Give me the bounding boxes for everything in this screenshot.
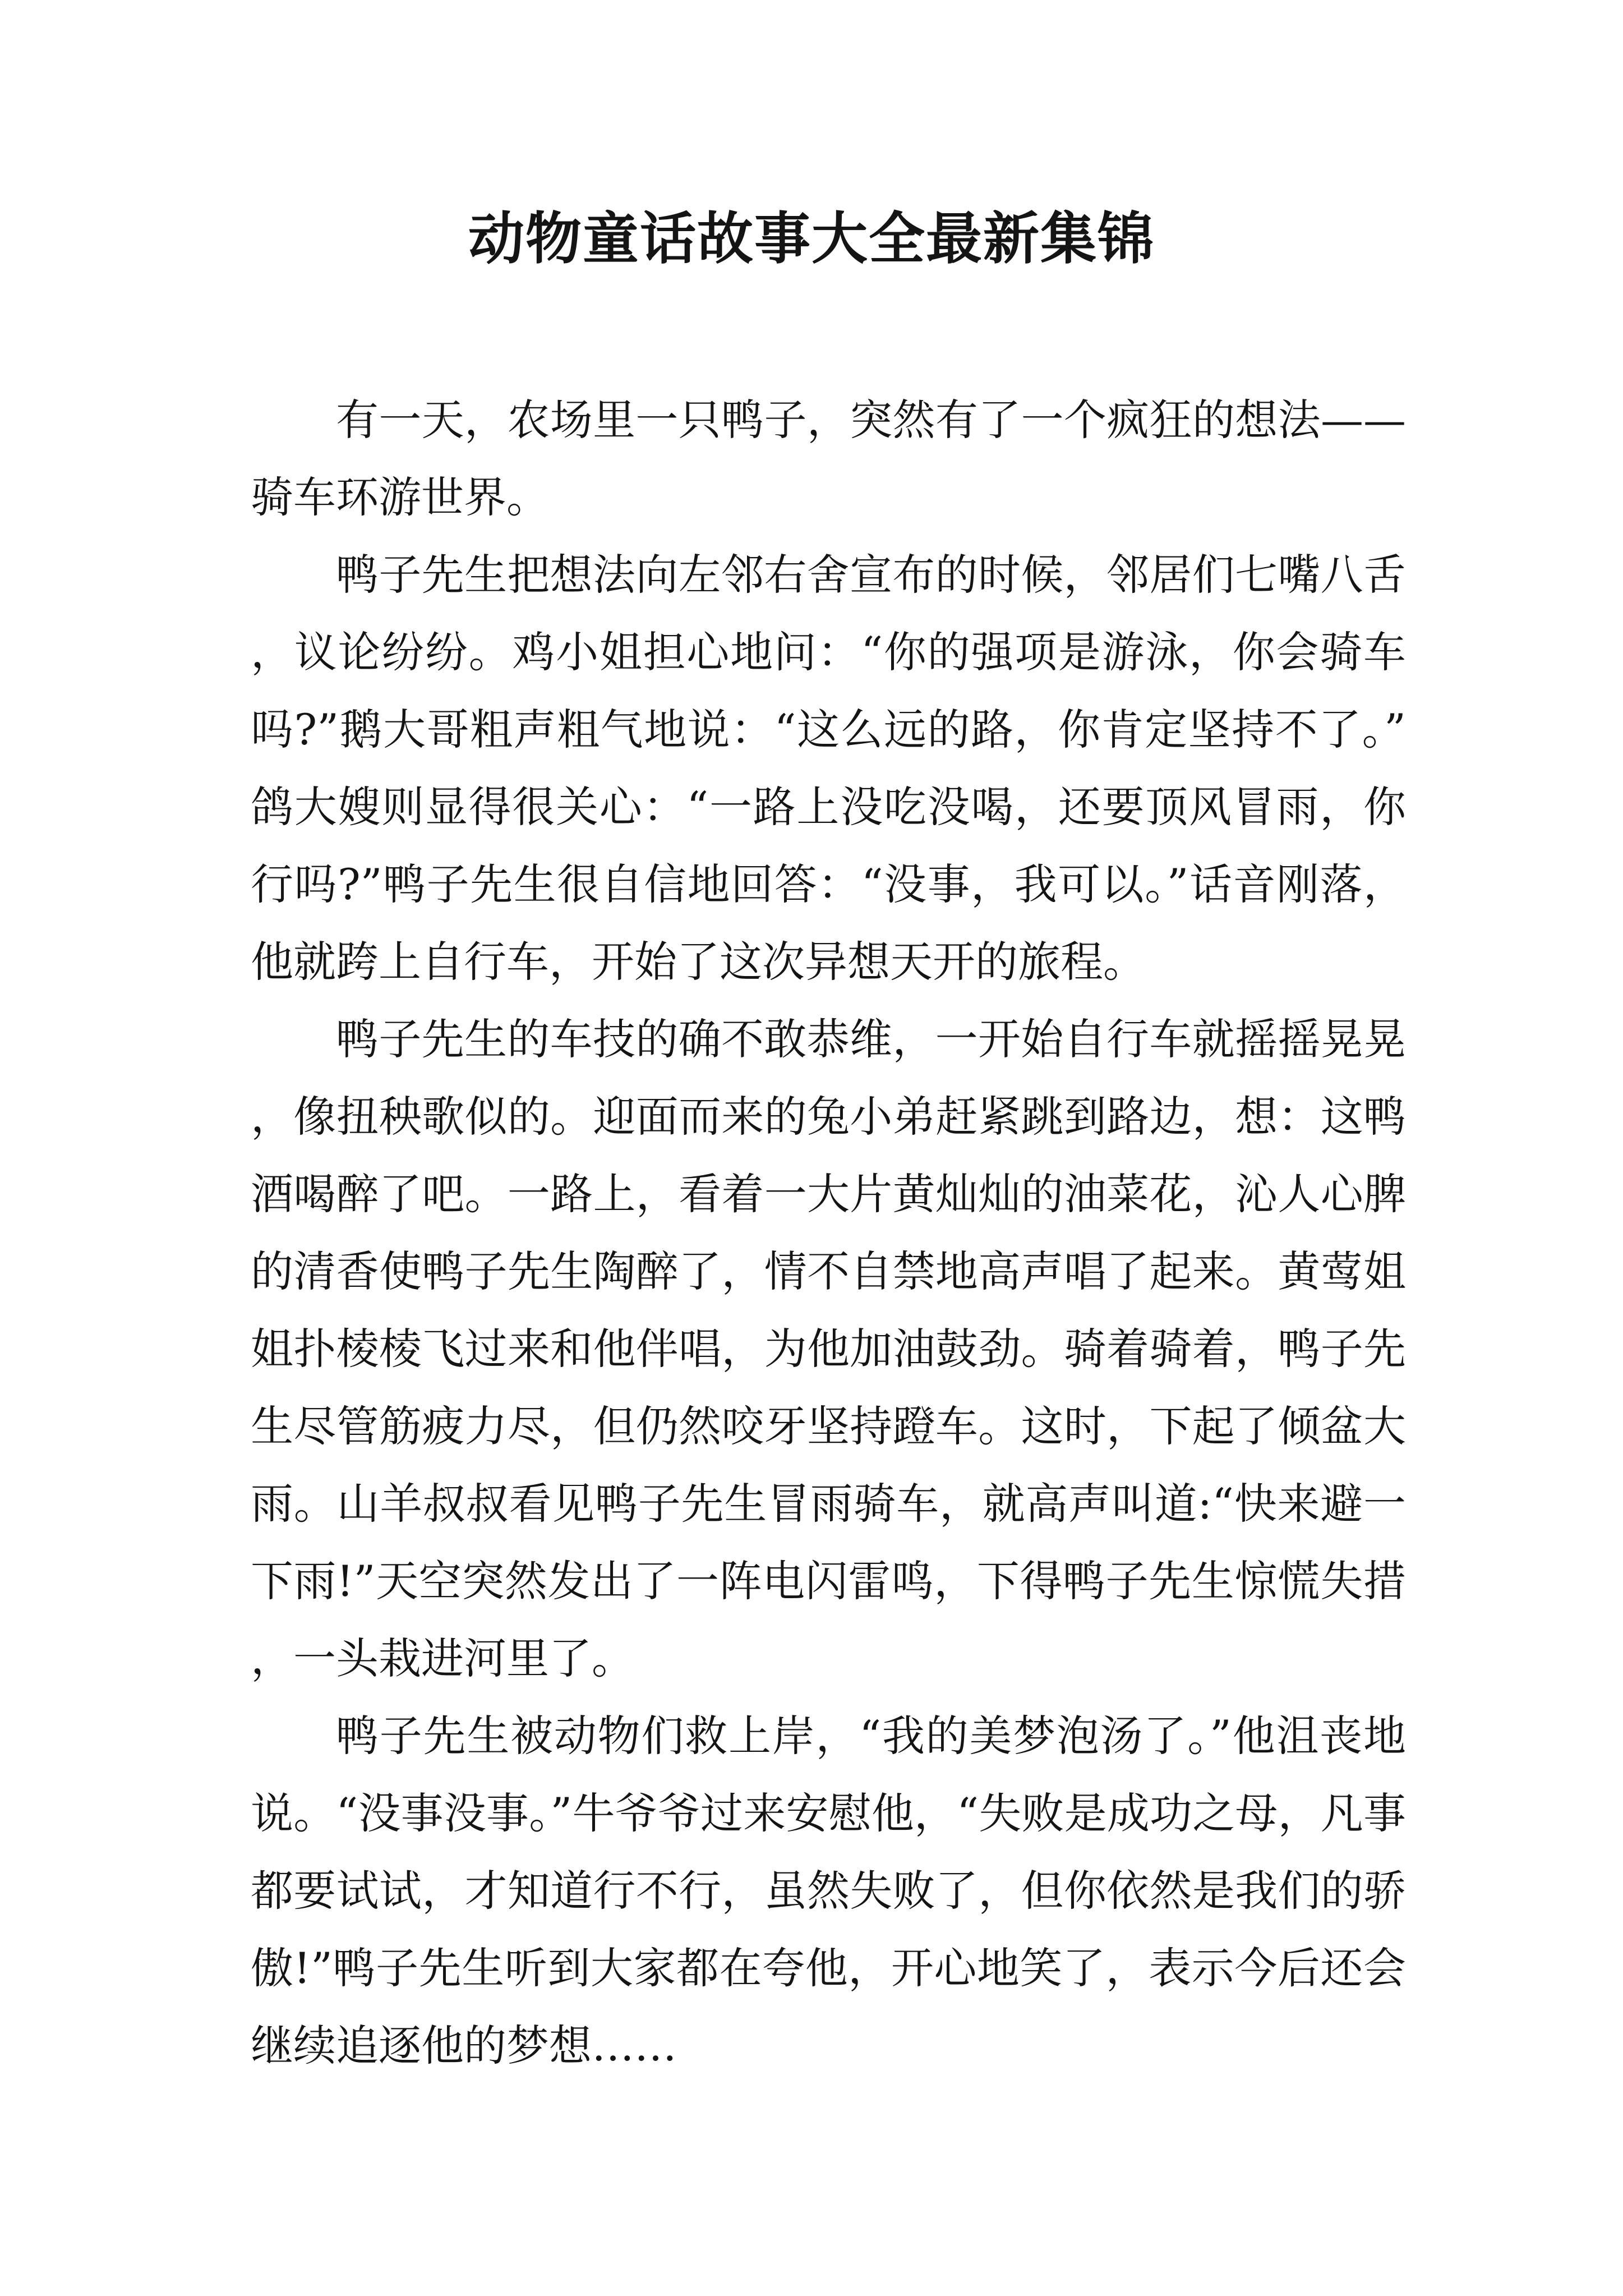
paragraph-1: 有一天，农场里一只鸭子，突然有了一个疯狂的想法——骑车环游世界。 [251, 395, 1406, 522]
paragraph-3: 鸭子先生的车技的确不敢恭维，一开始自行车就摇摇晃晃，像扭秧歌似的。迎面而来的兔小弟赶紧跳到路边，想：这鸭酒喝醉了吧。一路上，看着一大片黄灿灿的油菜花，沁人心脾的清香使鸭子先生陶醉了，情不自禁地高声唱了起来。黄莺姐姐扑棱棱飞过来和他伴唱，为他加油鼓劲。骑着骑着，鸭子先生尽管筋疲力尽，但仍然咬牙坚持蹬车。这时，下起了倾盆大雨。山羊叔叔看见鸭子先生冒雨骑车，就高声叫道:“快来避一下雨!”天空突然发出了一阵电闪雷鸣，下得鸭子先生惊慌失措，一头栽进河里了。 [251, 1014, 1406, 1683]
document-title: 动物童话故事大全最新集锦 [468, 205, 1155, 272]
document-body [251, 381, 1406, 2085]
paragraph-2: 鸭子先生把想法向左邻右舍宣布的时候，邻居们七嘴八舌，议论纷纷。鸡小姐担心地问：“你的强项是游泳，你会骑车吗?”鹅大哥粗声粗气地说：“这么远的路，你肯定坚持不了。”鸽大嫂则显得很关心：“一路上没吃没喝，还要顶风冒雨，你行吗?”鸭子先生很自信地回答：“没事，我可以。”话音刚落，他就跨上自行车，开始了这次异想天开的旅程。 [251, 550, 1406, 987]
paragraph-4: 鸭子先生被动物们救上岸，“我的美梦泡汤了。”他沮丧地说。“没事没事。”牛爷爷过来安慰他，“失败是成功之母，凡事都要试试，才知道行不行，虽然失败了，但你依然是我们的骄傲!”鸭子先生听到大家都在夸他，开心地笑了，表示今后还会继续追逐他的梦想…… [251, 1711, 1406, 2070]
